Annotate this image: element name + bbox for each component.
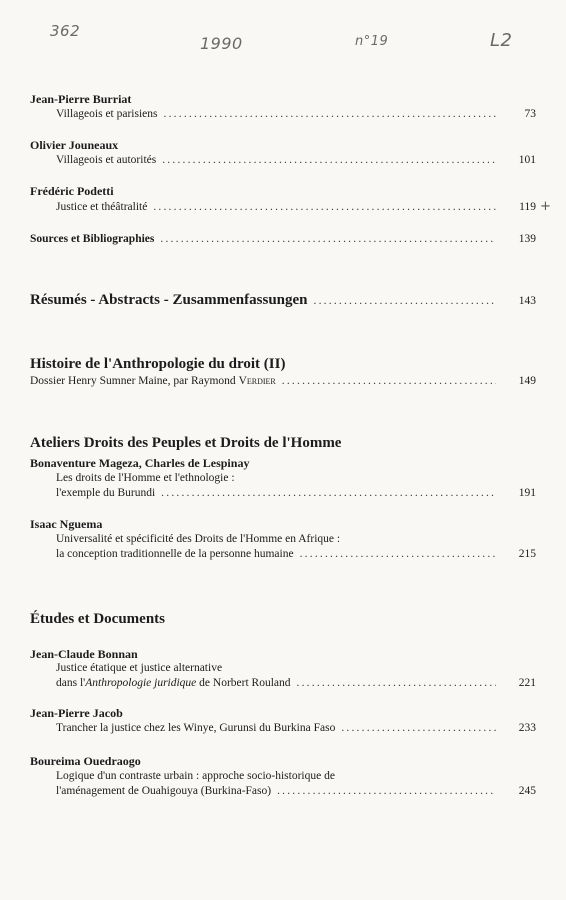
section-heading-histoire: Histoire de l'Anthropologie du droit (II)	[30, 356, 286, 372]
dot-leader	[277, 785, 496, 797]
page-number: 245	[518, 785, 536, 797]
entry-title: Villageois et parisiens	[56, 108, 158, 120]
section-title: Résumés - Abstracts - Zusammenfassungen	[30, 292, 308, 308]
entry-author: Boureima Ouedraogo	[30, 754, 141, 768]
page-number: 191	[518, 487, 536, 499]
entry-author: Bonaventure Mageza, Charles de Lespinay	[30, 456, 250, 470]
entry-title: Justice et théâtralité	[56, 201, 148, 213]
entry-author: Olivier Jouneaux	[30, 138, 119, 152]
entry-author-name: Verdier	[238, 375, 276, 387]
entry-title: l'exemple du Burundi	[56, 487, 156, 499]
entry-title	[56, 677, 291, 689]
entry-title-line: Logique d'un contraste urbain : approche socio-historique de	[56, 770, 335, 782]
entry-author: Jean-Pierre Burriat	[30, 92, 132, 106]
entry-title-text: dans l'	[56, 677, 86, 689]
handwritten-year: 1990	[200, 34, 243, 53]
entry-title-line: Universalité et spécificité des Droits de l'Homme en Afrique :	[56, 533, 341, 545]
toc-line[interactable]	[56, 108, 536, 120]
entry-author: Isaac Nguema	[30, 517, 103, 531]
dot-leader	[297, 677, 496, 689]
handwritten-number: 362	[50, 22, 81, 40]
toc-line[interactable]	[56, 487, 536, 499]
section-heading-ateliers: Ateliers Droits des Peuples et Droits de l'Homme	[30, 435, 342, 451]
entry-title: Villageois et autorités	[56, 154, 157, 166]
entry-author: Frédéric Podetti	[30, 184, 114, 198]
dot-leader	[162, 154, 496, 166]
page-number: 233	[518, 722, 536, 734]
section-heading-etudes: Études et Documents	[30, 611, 165, 627]
toc-line[interactable]	[56, 722, 536, 734]
entry-title-line: Justice étatique et justice alternative	[56, 662, 223, 674]
page-number: 215	[518, 548, 536, 560]
entry-author: Jean-Pierre Jacob	[30, 706, 123, 720]
dot-leader	[300, 548, 496, 560]
handwritten-code: L2	[490, 30, 513, 51]
entry-title-text: de Norbert Rouland	[196, 677, 291, 689]
toc-line[interactable]	[30, 375, 536, 387]
dot-leader	[314, 295, 496, 307]
entry-author: Jean-Claude Bonnan	[30, 647, 138, 661]
page-number: 139	[518, 233, 536, 245]
entry-title	[30, 375, 276, 387]
entry-title-line: Les droits de l'Homme et l'ethnologie :	[56, 472, 235, 484]
page-number: 149	[518, 375, 536, 387]
toc-line[interactable]	[30, 233, 536, 245]
entry-title: l'aménagement de Ouahigouya (Burkina-Faso)	[56, 785, 272, 797]
dot-leader	[153, 201, 496, 213]
entry-title-italic: Anthropologie juridique	[85, 677, 197, 689]
page-number: 101	[518, 154, 536, 166]
dot-leader	[341, 722, 496, 734]
toc-line[interactable]	[56, 201, 536, 213]
toc-line[interactable]	[56, 785, 536, 797]
entry-title-text: Dossier Henry Sumner Maine, par Raymond	[30, 375, 239, 387]
entry-title: Trancher la justice chez les Winye, Gurunsi du Burkina Faso	[56, 722, 336, 734]
handwritten-issue: n°19	[355, 34, 389, 49]
toc-line[interactable]	[56, 154, 536, 166]
handwritten-plus-mark: +	[540, 199, 551, 214]
dot-leader	[161, 487, 496, 499]
entry-title: Sources et Bibliographies	[30, 233, 155, 245]
toc-line[interactable]	[56, 548, 536, 560]
toc-line-resumes[interactable]	[30, 292, 536, 309]
toc-line[interactable]	[56, 677, 536, 689]
dot-leader	[282, 375, 496, 387]
dot-leader	[164, 108, 496, 120]
page-number: 73	[524, 108, 536, 120]
dot-leader	[160, 233, 496, 245]
page-number: 119	[519, 201, 536, 213]
page-number: 221	[518, 677, 536, 689]
entry-title: la conception traditionnelle de la personne humaine	[56, 548, 294, 560]
page-number: 143	[518, 295, 536, 307]
